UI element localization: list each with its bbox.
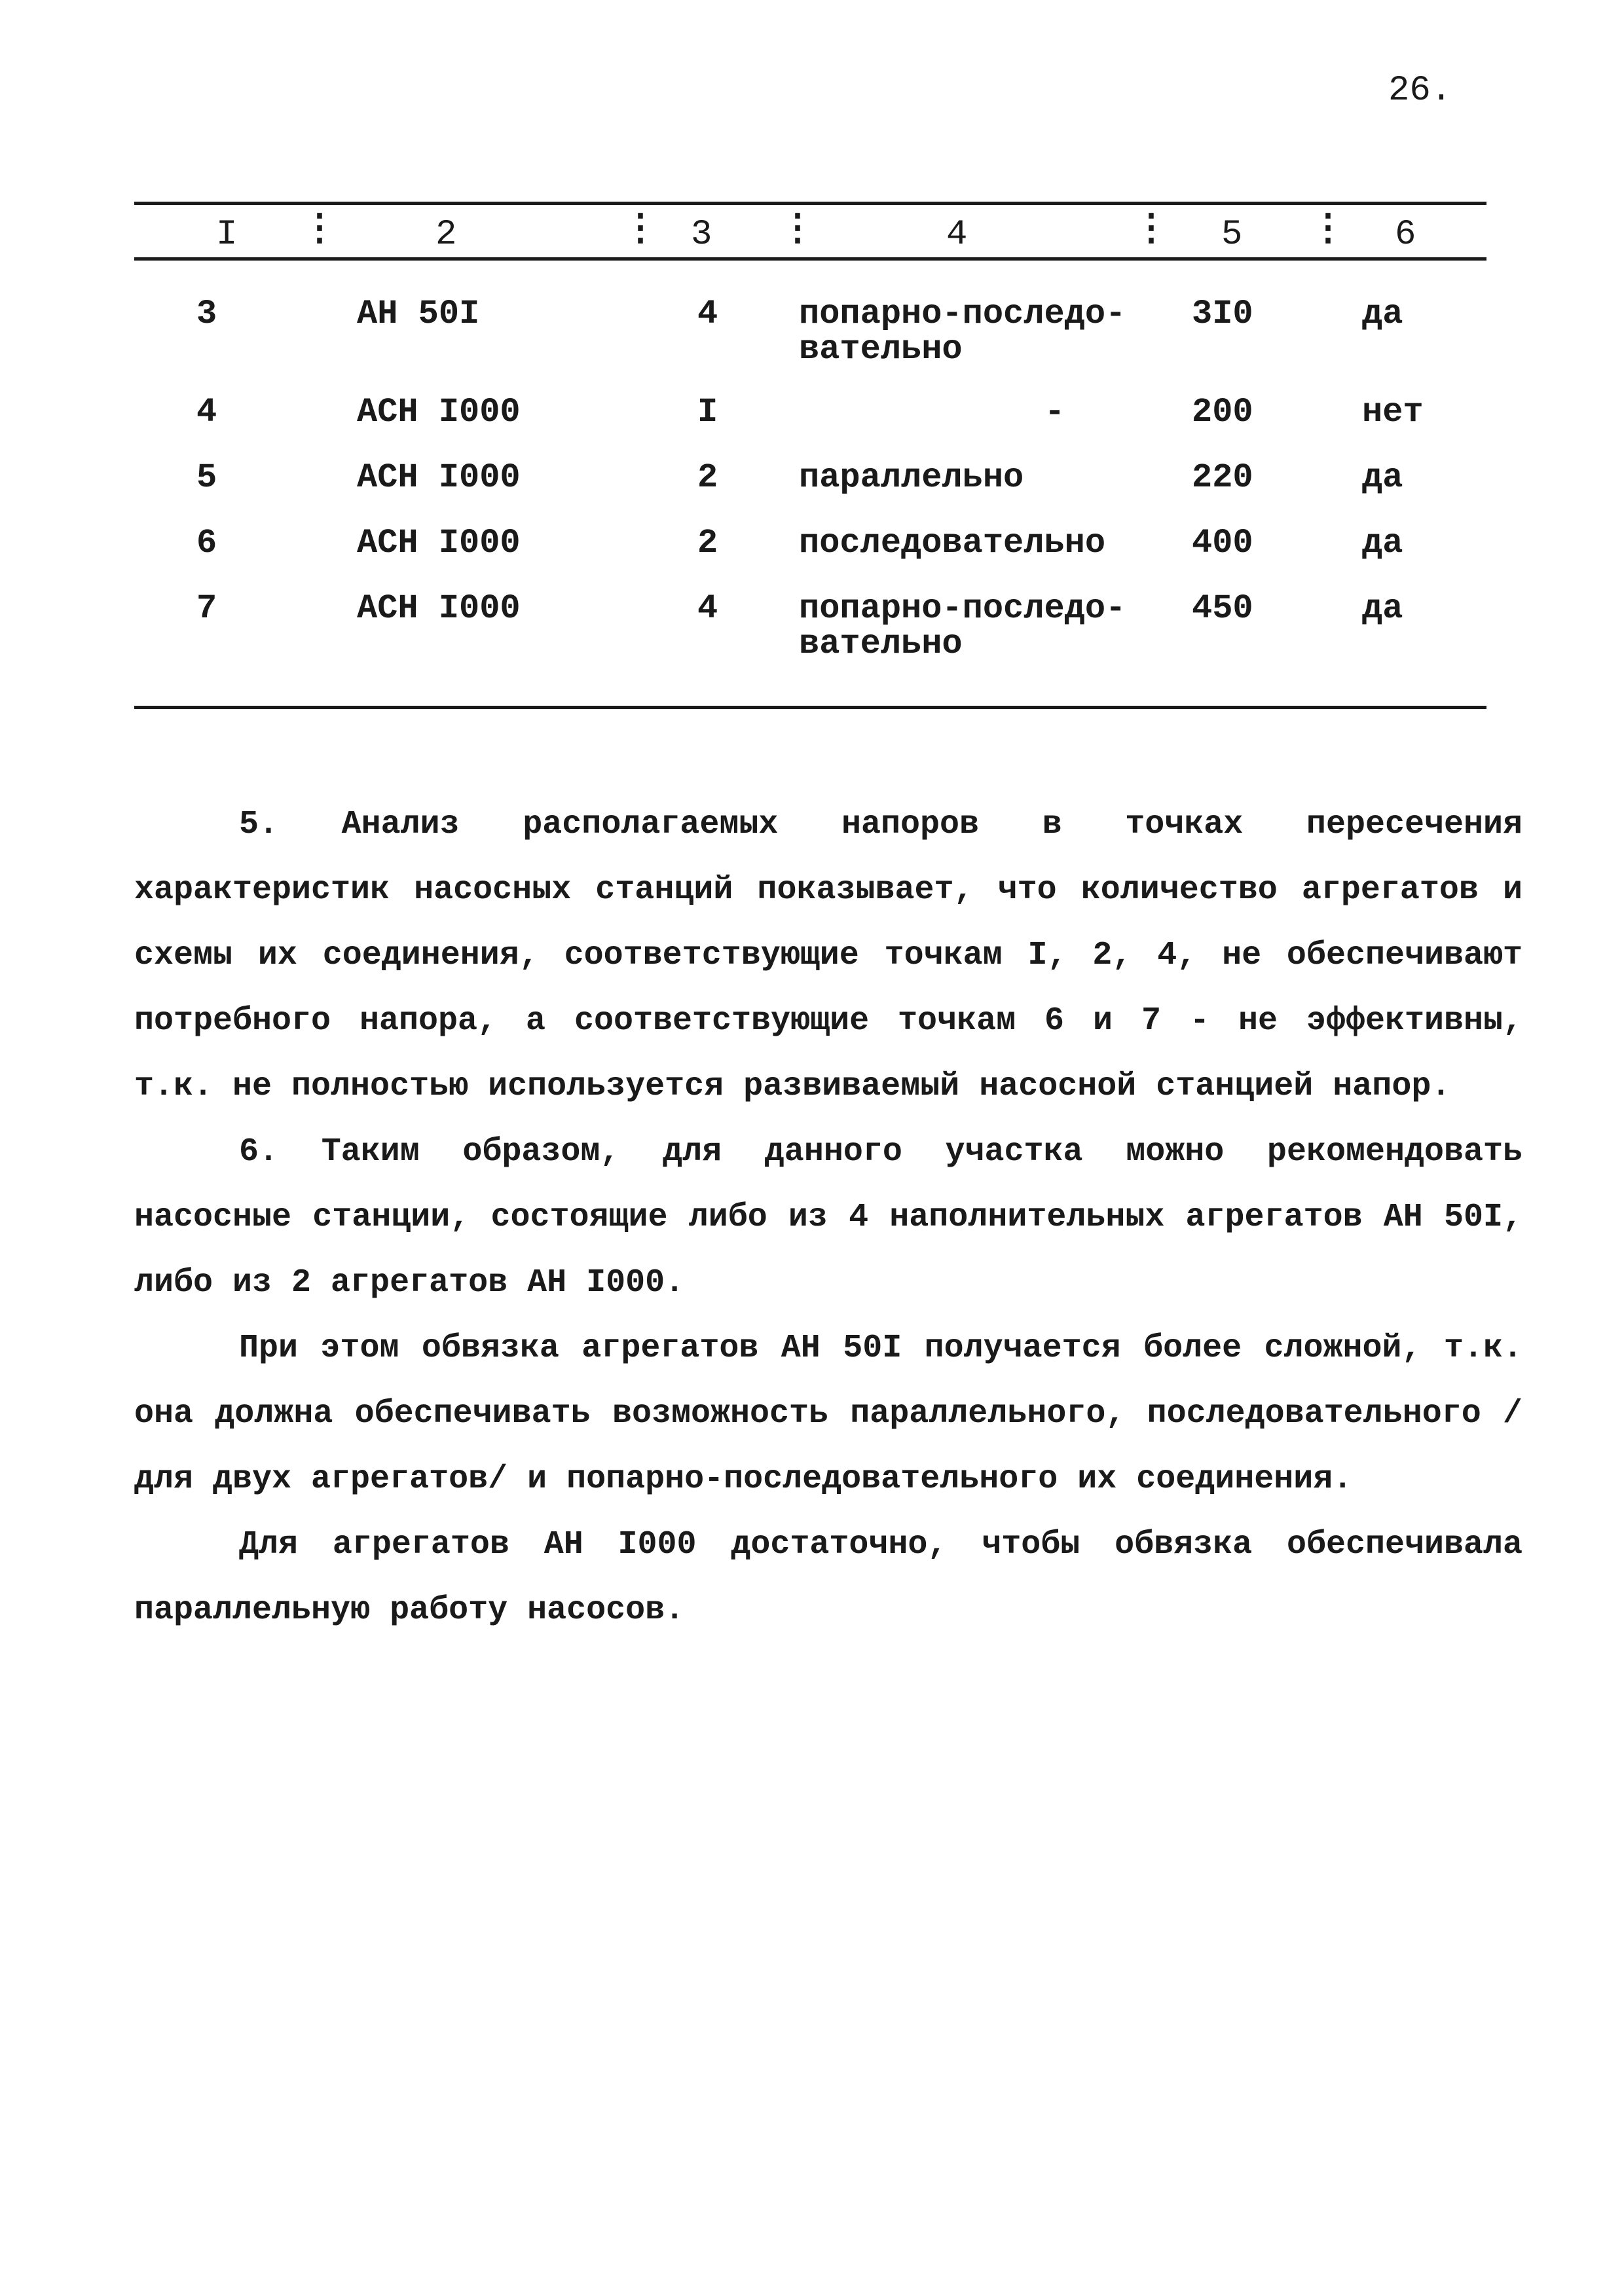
table-cell: 220	[1192, 458, 1253, 497]
table-cell: да	[1362, 295, 1403, 333]
table-cell: АСН I000	[357, 524, 521, 562]
table-cell: да	[1362, 458, 1403, 497]
table-header-cell: I	[216, 215, 238, 255]
table-cell: 4	[196, 393, 217, 431]
table-cell: 5	[196, 458, 217, 497]
table-cell: 450	[1192, 589, 1253, 628]
table-header-cell: 4	[946, 215, 968, 255]
table-cell: 4	[697, 589, 718, 628]
table-header-cell: 2	[435, 215, 457, 255]
table-cell: 2	[697, 524, 718, 562]
table-cell: I	[697, 393, 718, 431]
paragraph: 5. Анализ располагаемых напоров в точках пересечения характеристик насосных станций показывает, что количество агрегатов и схемы их соединения, соответствующие точкам I, 2, 4, не обеспечивают потребного напора, а соответствующие точкам 6 и 7 - не эффективны, т.к. не полностью используется развиваемый насосной станцией напор.	[134, 806, 1522, 1105]
column-separator: ⋮	[779, 209, 816, 251]
table-cell: АСН I000	[357, 458, 521, 497]
column-separator: ⋮	[1310, 209, 1346, 251]
table-cell: попарно-последо- вательно	[799, 589, 1126, 663]
body-text	[134, 792, 1522, 1643]
table-cell: 4	[697, 295, 718, 333]
table-top-rule	[134, 202, 1486, 205]
table-cell: 3	[196, 295, 217, 333]
table-cell: 3I0	[1192, 295, 1253, 333]
table-cell: 400	[1192, 524, 1253, 562]
table-cell: 6	[196, 524, 217, 562]
table-cell: параллельно	[799, 458, 1024, 497]
table-header-cell: 6	[1395, 215, 1416, 255]
table-cell: АН 50I	[357, 295, 480, 333]
paragraph: 6. Таким образом, для данного участка можно рекомендовать насосные станции, состоящие либо из 4 наполнительных агрегатов АН 50I, либо из 2 агрегатов АН I000.	[134, 1133, 1522, 1302]
table-cell: да	[1362, 589, 1403, 628]
column-separator: ⋮	[301, 209, 338, 251]
table-header-cell: 3	[691, 215, 712, 255]
table-header-row	[134, 209, 1486, 255]
table-cell: АСН I000	[357, 589, 521, 628]
table-bottom-rule	[134, 706, 1486, 709]
column-separator: ⋮	[1133, 209, 1170, 251]
page-number: 26.	[1388, 71, 1452, 111]
table-cell: 200	[1192, 393, 1253, 431]
table-cell: да	[1362, 524, 1403, 562]
table-cell: попарно-последо- вательно	[799, 295, 1126, 369]
paragraph: Для агрегатов АН I000 достаточно, чтобы обвязка обеспечивала параллельную работу насосов.	[134, 1526, 1522, 1629]
paragraph: При этом обвязка агрегатов АН 50I получается более сложной, т.к. она должна обеспечивать возможность параллельного, последовательного /для двух агрегатов/ и попарно-последовательного их соединения.	[134, 1330, 1522, 1498]
table-cell: АСН I000	[357, 393, 521, 431]
table-cell: 7	[196, 589, 217, 628]
table-header-rule	[134, 257, 1486, 261]
table-cell: нет	[1362, 393, 1424, 431]
table-cell: последовательно	[799, 524, 1106, 562]
table-header-cell: 5	[1221, 215, 1243, 255]
column-separator: ⋮	[622, 209, 659, 251]
table-cell: -	[1044, 393, 1065, 431]
table-cell: 2	[697, 458, 718, 497]
